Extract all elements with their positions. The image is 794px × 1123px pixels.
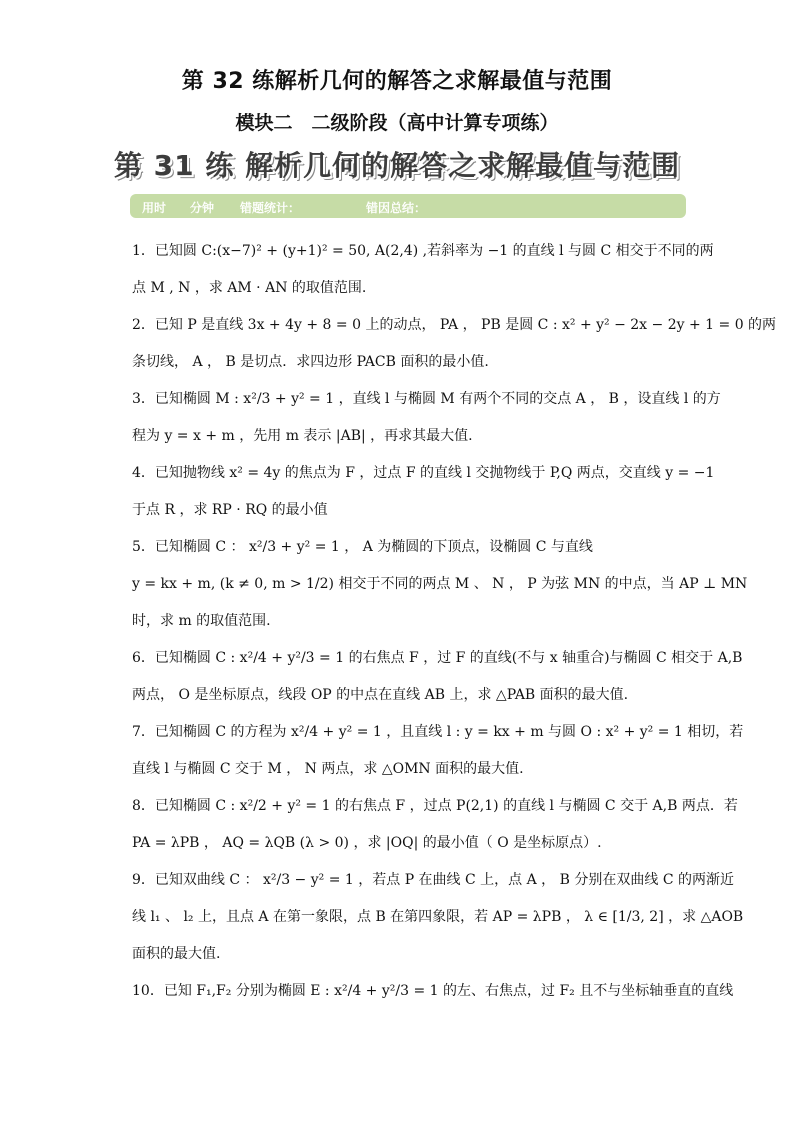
problem-line: 线 l₁ 、 l₂ 上，且点 A 在第一象限，点 B 在第四象限，若 AP = λPB ， λ ∈ [1/3, 2] ，求 △AOB — [132, 909, 744, 925]
problem-line: 两点， O 是坐标原点，线段 OP 的中点在直线 AB 上，求 △PAB 面积的最大值. — [132, 687, 629, 703]
document-title: 第 32 练解析几何的解答之求解最值与范围 — [181, 69, 613, 94]
problem-line: 条切线， A ， B 是切点．求四边形 PACB 面积的最小值. — [132, 354, 489, 370]
minutes-label: 分钟 — [190, 201, 215, 215]
problem-line: 面积的最大值. — [132, 946, 221, 962]
exercise-banner: 第 31 练 解析几何的解答之求解最值与范围 — [113, 149, 681, 182]
problem-7 — [132, 714, 744, 788]
problem-line: 1．已知圆 C:(x−7)² + (y+1)² = 50, A(2,4) ,若斜率为 −1 的直线 l 与圆 C 相交于不同的两 — [132, 243, 714, 259]
problem-line: 10．已知 F₁,F₂ 分别为椭圆 E : x²/4 + y²/3 = 1 的左、右焦点，过 F₂ 且不与坐标轴垂直的直线 — [132, 983, 734, 999]
error-stats-label: 错题统计： — [240, 201, 301, 215]
problem-10 — [132, 973, 734, 1010]
problem-line: 点 M , N ，求 AM · AN 的取值范围. — [132, 280, 367, 296]
problem-1 — [132, 233, 714, 307]
module-subtitle: 模块二 二级阶段（高中计算专项练） — [235, 112, 559, 134]
problem-line: 2．已知 P 是直线 3x + 4y + 8 = 0 上的动点， PA ， PB 是圆 C : x² + y² − 2x − 2y + 1 = 0 的两 — [132, 317, 777, 333]
problem-line: 程为 y = x + m ，先用 m 表示 |AB| ，再求其最大值. — [132, 428, 473, 444]
stats-bar — [130, 194, 686, 218]
problem-3 — [132, 381, 721, 455]
problem-5 — [132, 529, 748, 640]
problem-line: y = kx + m, (k ≠ 0, m > 1/2) 相交于不同的两点 M 、 N ， P 为弦 MN 的中点，当 AP ⊥ MN — [132, 576, 748, 592]
problem-6 — [132, 640, 743, 714]
problem-line: 于点 R ，求 RP · RQ 的最小值 — [132, 502, 328, 518]
problem-line: 4．已知抛物线 x² = 4y 的焦点为 F ，过点 F 的直线 l 交抛物线于 P,Q 两点，交直线 y = −1 — [132, 465, 715, 481]
problem-9 — [132, 862, 744, 973]
error-summary-label: 错因总结： — [366, 201, 427, 215]
problem-line: 直线 l 与椭圆 C 交于 M ， N 两点，求 △OMN 面积的最大值. — [132, 761, 524, 777]
problem-list — [132, 233, 777, 1010]
problem-line: 3．已知椭圆 M : x²/3 + y² = 1 ，直线 l 与椭圆 M 有两个不同的交点 A ， B ，设直线 l 的方 — [132, 391, 721, 407]
problem-line: 7．已知椭圆 C 的方程为 x²/4 + y² = 1 ，且直线 l : y = kx + m 与圆 O : x² + y² = 1 相切，若 — [132, 724, 744, 740]
problem-line: 8．已知椭圆 C : x²/2 + y² = 1 的右焦点 F ，过点 P(2,1) 的直线 l 与椭圆 C 交于 A,B 两点．若 — [132, 798, 738, 814]
problem-line: 时，求 m 的取值范围. — [132, 613, 271, 629]
problem-4 — [132, 455, 715, 529]
problem-line: 5．已知椭圆 C ： x²/3 + y² = 1 ， A 为椭圆的下顶点，设椭圆 C 与直线 — [132, 539, 593, 555]
problem-line: 6．已知椭圆 C : x²/4 + y²/3 = 1 的右焦点 F ，过 F 的直线(不与 x 轴重合)与椭圆 C 相交于 A,B — [132, 650, 743, 666]
problem-2 — [132, 307, 777, 381]
problem-line: 9．已知双曲线 C ： x²/3 − y² = 1 ，若点 P 在曲线 C 上，点 A ， B 分别在双曲线 C 的两渐近 — [132, 872, 734, 888]
problem-8 — [132, 788, 738, 862]
time-label: 用时 — [142, 201, 167, 215]
problem-line: PA = λPB ， AQ = λQB (λ > 0) ，求 |OQ| 的最小值（ O 是坐标原点）. — [132, 835, 602, 851]
